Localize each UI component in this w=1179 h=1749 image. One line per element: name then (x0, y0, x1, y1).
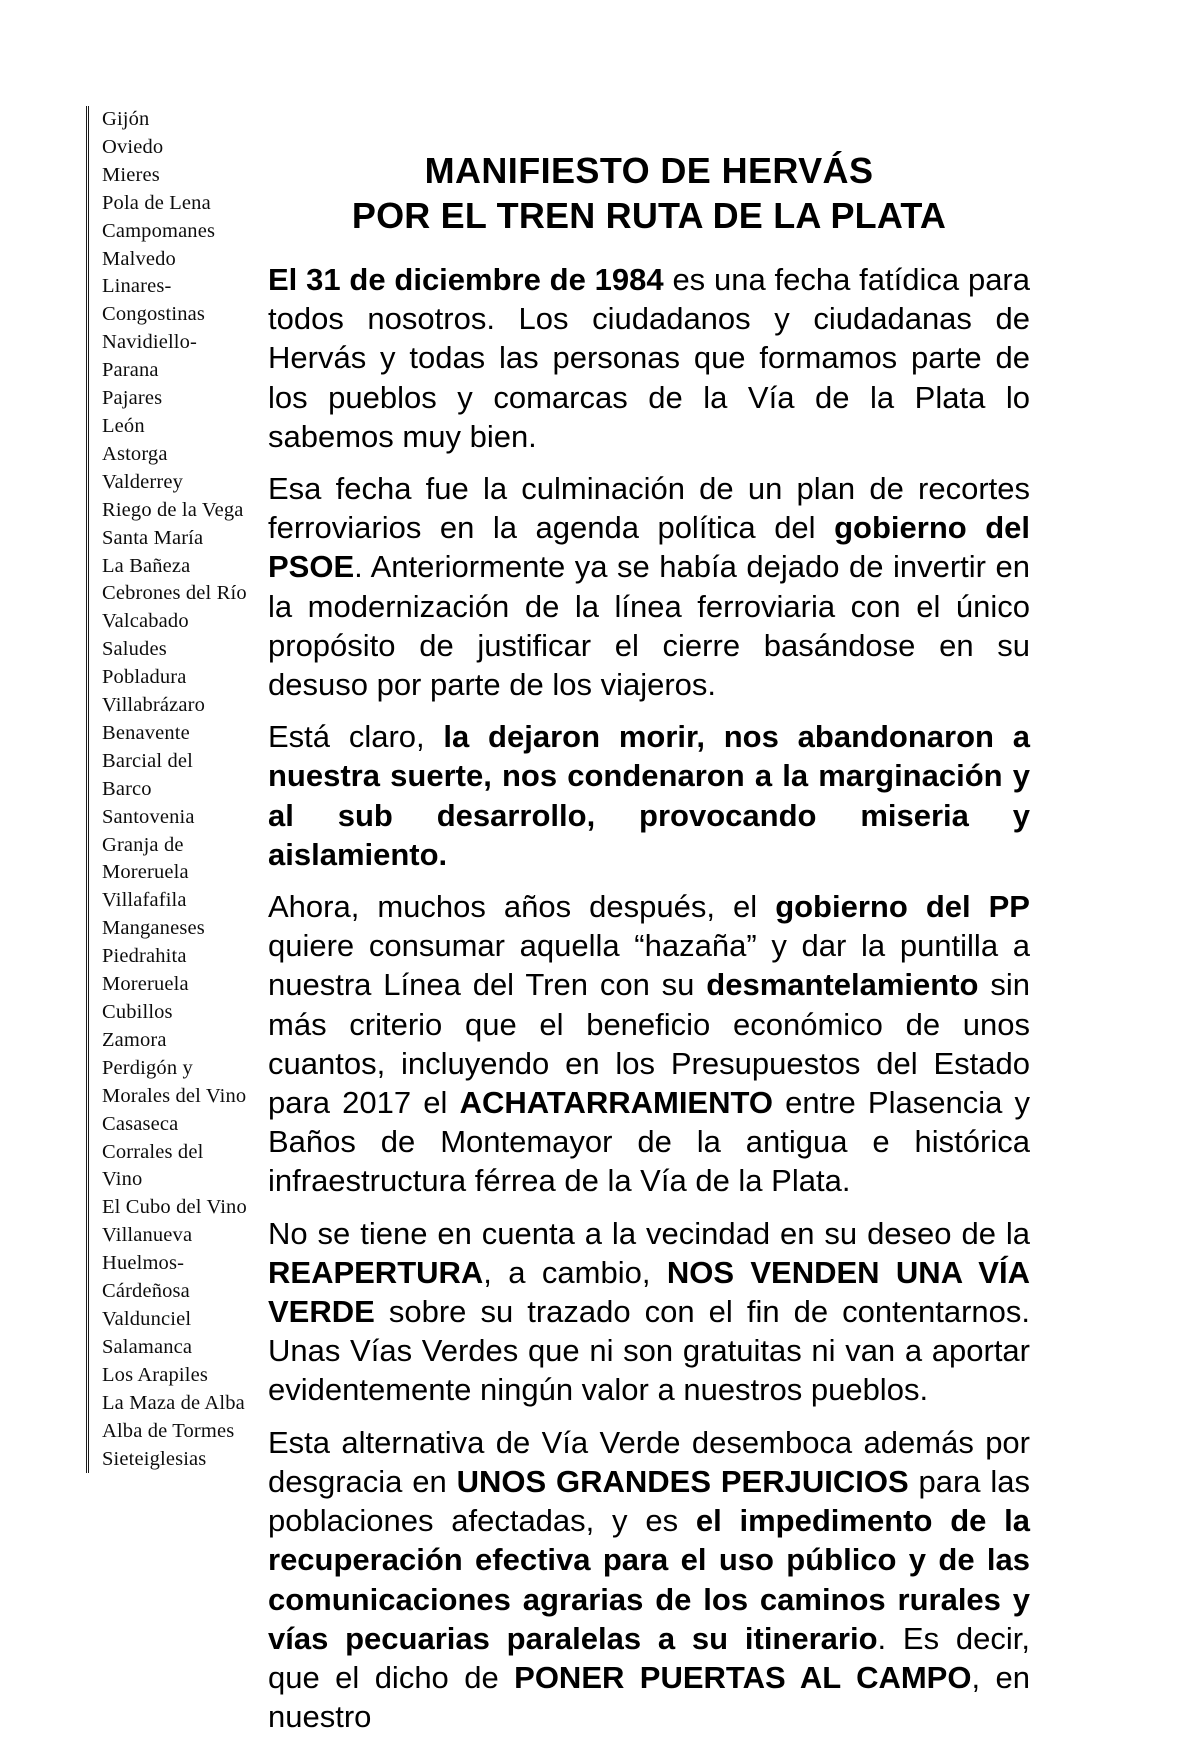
body-text: quiere consumar aquella “hazaña” y dar la puntilla a nuestra Línea del Tren con su (268, 928, 1030, 1003)
body-text: , a cambio, (483, 1254, 667, 1290)
emphasis-text: ACHATARRAMIENTO (459, 1085, 773, 1121)
list-item: Malvedo (102, 247, 176, 270)
list-item: Moreruela (102, 973, 189, 996)
body-text: Esta alternativa de Vía Verde desemboca además por desgracia en (268, 1424, 1030, 1499)
body-text: sin más criterio que el beneficio económico de unos cuantos, incluyendo en los Presupuestos del Estado para 2017 el (268, 967, 1030, 1121)
list-item: Santovenia (102, 805, 195, 828)
list-item: Villafafila (102, 889, 187, 912)
emphasis-text: desmantelamiento (706, 967, 979, 1003)
list-item: Los Arapiles (102, 1363, 208, 1386)
body-text: sobre su trazado con el fin de contentarnos. Unas Vías Verdes que ni son gratuitas ni van a aportar evidentemente ningún valor a nuestros pueblos. (268, 1294, 1030, 1408)
body-text: Esa fecha fue la culminación de un plan de recortes ferroviarios en la agenda política del (268, 471, 1030, 546)
list-item: Piedrahita (102, 945, 187, 968)
list-item: Casaseca (102, 1112, 179, 1135)
town-list-sidebar (86, 106, 266, 1473)
emphasis-text: el impedimento de la recuperación efectiva para el uso público y de las comunicaciones agrarias de los caminos rurales y vías pecuarias paralelas a su itinerario (268, 1503, 1031, 1656)
body-text: , en nuestro (268, 1659, 1030, 1735)
list-item: Villabrázaro (102, 694, 206, 717)
list-item: Huelmos- (102, 1252, 185, 1275)
list-item: Cebrones del Río (102, 582, 247, 605)
list-item: Mieres (102, 163, 160, 186)
list-item: Saludes (102, 638, 167, 661)
list-item: Moreruela (102, 861, 189, 884)
page-title-line-1: MANIFIESTO DE HERVÁS (424, 150, 874, 191)
list-item: Linares- (102, 275, 172, 298)
list-item: Oviedo (102, 135, 164, 158)
body-text: No se tiene en cuenta a la vecindad en su deseo de la (268, 1215, 1030, 1251)
paragraph (268, 887, 1030, 1201)
list-item: Valderrey (102, 470, 184, 493)
body-text: Ahora, muchos años después, el (268, 889, 776, 925)
emphasis-text: NOS VENDEN UNA VÍA VERDE (268, 1254, 1030, 1330)
town-list (102, 106, 266, 1473)
manifesto-body (268, 148, 1030, 1749)
list-item: Valcabado (102, 610, 189, 633)
body-text: Está claro, (268, 719, 444, 755)
paragraph (268, 717, 1030, 874)
body-text: para las poblaciones afectadas, y es (268, 1463, 1031, 1539)
paragraph (268, 260, 1030, 456)
list-item: Congostinas (102, 303, 206, 326)
list-item: Barco (102, 777, 152, 800)
list-item: Cubillos (102, 1001, 173, 1023)
emphasis-text: REAPERTURA (268, 1254, 484, 1290)
list-item: Manganeses (102, 917, 205, 940)
paragraph (268, 469, 1030, 704)
list-item: Granja de (102, 833, 184, 856)
body-text: . Anteriormente ya se había dejado de invertir en la modernización de la línea ferroviaria con el único propósito de justificar el cierre basándose en su desuso por parte de los viajeros. (268, 549, 1030, 703)
list-item: Villanueva (102, 1224, 193, 1247)
list-item: Valdunciel (102, 1307, 192, 1330)
body-text: . Es decir, que el dicho de (268, 1620, 1030, 1695)
list-item: Zamora (102, 1028, 167, 1051)
paragraph-container (268, 260, 1030, 1736)
list-item: Pajares (102, 387, 163, 410)
list-item: El Cubo del Vino (102, 1196, 247, 1219)
list-item: Gijón (102, 108, 150, 130)
list-item: Astorga (102, 442, 168, 465)
list-item: Barcial del (102, 749, 194, 772)
emphasis-text: la dejaron morir, nos abandonaron a nuestra suerte, nos condenaron a la marginación y al sub desarrollo, provocando miseria y aislamiento. (268, 719, 1031, 872)
list-item: Pola de Lena (102, 191, 211, 214)
body-text: entre Plasencia y Baños de Montemayor de la antigua e histórica infraestructura férrea de la Vía de la Plata. (268, 1085, 1030, 1199)
list-item: Navidiello- (102, 331, 198, 354)
list-item: La Bañeza (102, 554, 191, 577)
emphasis-text: PONER PUERTAS AL CAMPO (514, 1659, 972, 1695)
emphasis-text: El 31 de diciembre de 1984 (268, 262, 664, 297)
list-item: Corrales del (102, 1140, 204, 1163)
list-item: Pobladura (102, 666, 187, 689)
list-item: Morales del Vino (102, 1084, 247, 1107)
list-item: Perdigón y (102, 1056, 193, 1079)
page-title-line-2: POR EL TREN RUTA DE LA PLATA (351, 195, 947, 236)
paragraph (268, 1214, 1030, 1410)
emphasis-text: gobierno del PSOE (268, 510, 1030, 585)
list-item: Benavente (102, 721, 190, 744)
emphasis-text: gobierno del PP (775, 889, 1030, 925)
list-item: Santa María (102, 526, 204, 549)
paragraph (268, 1423, 1030, 1737)
list-item: Sieteiglesias (102, 1447, 207, 1470)
list-item: Cárdeñosa (102, 1280, 190, 1303)
body-text: es una fecha fatídica para todos nosotros. Los ciudadanos y ciudadanas de Hervás y todas las personas que formamos parte de los pueblos y comarcas de la Vía de la Plata lo sabemos muy bien. (268, 262, 1030, 454)
list-item: Parana (102, 359, 159, 382)
emphasis-text: UNOS GRANDES PERJUICIOS (456, 1463, 909, 1499)
list-item: Vino (102, 1168, 143, 1191)
list-item: León (102, 414, 145, 437)
list-item: La Maza de Alba (102, 1391, 245, 1414)
list-item: Campomanes (102, 219, 216, 242)
list-item: Salamanca (102, 1335, 193, 1358)
page-title (268, 148, 1030, 238)
list-item: Riego de la Vega (102, 498, 244, 521)
list-item: Alba de Tormes (102, 1419, 235, 1442)
